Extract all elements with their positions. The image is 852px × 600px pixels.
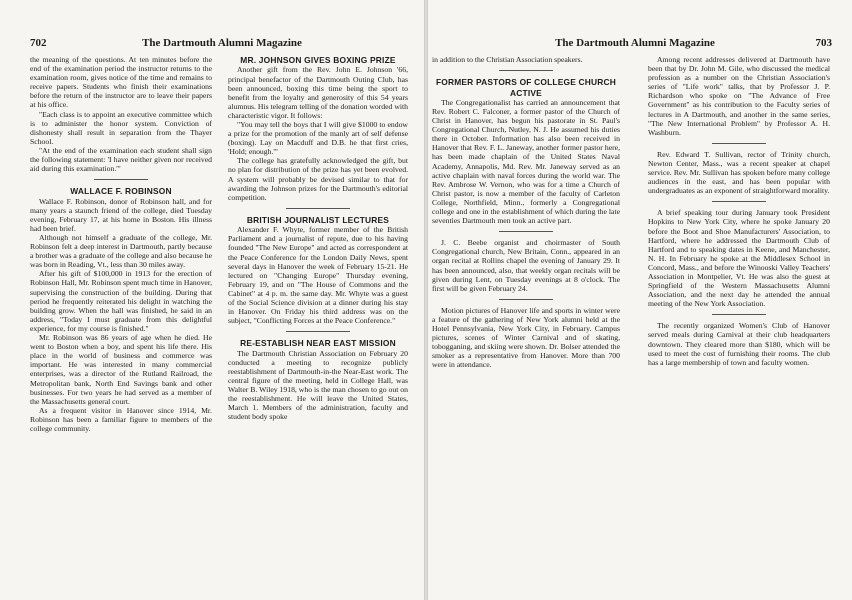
section-divider: [499, 70, 553, 71]
paragraph: Wallace F. Robinson, donor of Robinson hall, and for many years a staunch friend of the college, died Tuesday evening, February 17, at his home in Boston. His illness had been brief.: [30, 196, 212, 233]
paragraph: J. C. Beebe organist and choirmaster of South Congregational church, New Britain, Conn., appeared in an organ recital at Rollins chapel the evening of January 29. It has been announced, also, that weekly organ recitals will be given during Lent, on Tuesday evenings at 8 o'clock. The first will be given February 24.: [432, 238, 620, 293]
section-divider: [712, 314, 766, 315]
section-heading: BRITISH JOURNALIST LECTURES: [246, 214, 390, 225]
section-heading: RE-ESTABLISH NEAR EAST MISSION: [240, 338, 396, 349]
paragraph: After his gift of $100,000 in 1913 for the erection of Robinson Hall, Mr. Robinson spent much time in Hanover, supervising the construction of the building. During that period he frequently reiterated his delight in watching the building grow. When the hall was finished, he said in an address, "Today I must graduate from this delightful experience, for my course is finished.": [30, 269, 212, 333]
left-column-1: [30, 55, 212, 433]
running-head: [428, 37, 852, 51]
magazine-title: The Dartmouth Alumni Magazine: [142, 37, 302, 49]
paragraph: As a frequent visitor in Hanover since 1914, Mr. Robinson has been a familiar figure to members of the college community.: [30, 405, 212, 433]
running-head: [0, 37, 424, 51]
paragraph: "You may tell the boys that I will give $1000 to endow a prize for the promotion of the manly art of self defense (boxing). Lay on Macduff and D.B. he that first cries, 'Hold; enough.'": [228, 119, 408, 157]
section-divider: [499, 299, 553, 300]
paragraph: "Each class is to appoint an executive committee which is to administer the honor system. Conviction of dishonesty shall result in separation from the Thayer School.: [30, 109, 212, 146]
paragraph: Motion pictures of Hanover life and sports in winter were a feature of the gathering of New York alumni held at the Hotel Pennsylvania, New York City, in February. Campus pictures, scenes of Winter Carnival and of skating, tobogganing, and skiing were shown. Dr. Bolser attended the smoker as a representative from Hanover. More than 700 were in attendance.: [432, 305, 620, 370]
section-heading: MR. JOHNSON GIVES BOXING PRIZE: [240, 55, 396, 65]
paragraph: A brief speaking tour during January took President Hopkins to New York City, where he spoke January 20 before the Boot and Shoe Manufacturers' Association, to Hartford, where he addressed the Dartmouth Club of Hartford and to speaking dates in Keene, and Manchester, N. H. In February he spoke at the Middlesex School in Concord, Mass., and before the Winooski Valley Teachers' Association in Montpelier, Vt. He was also the guest at Springfield of the Western Massachusetts Alumni Association, and the next day he attended the annual meeting of the New York Association.: [648, 208, 830, 309]
magazine-title: The Dartmouth Alumni Magazine: [555, 37, 715, 49]
section-heading: FORMER PASTORS OF COLLEGE CHURCH ACTIVE: [435, 77, 617, 98]
paragraph: Mr. Robinson was 86 years of age when he died. He went to Boston when a boy, and spent his life there. His place in the world of business and commerce was important. He was interested in many commercial enterprises, was a director of the Rutland Railroad, the Metropolitan bank, North End Savings bank and other businesses. For two years he had served as a member of the Massachusetts general court.: [30, 333, 212, 406]
section-divider: [286, 331, 350, 332]
paragraph: Another gift from the Rev. John E. Johnson '66, principal benefactor of the Dartmouth Outing Club, has been announced, boxing this time being the sport to benefit from the loyalty and generosity of this 54 years alumnus. His telegram telling of the donation worded with characteristic vigor. It follows:: [228, 65, 408, 120]
paragraph: Rev. Edward T. Sullivan, rector of Trinity church, Newton Center, Mass., was a recent speaker at chapel service. Rev. Mr. Sullivan has spoken before many college audiences in the east, and has been popular with undergraduates as an exponent of straightforward morality.: [648, 149, 830, 196]
paragraph: Although not himself a graduate of the college, Mr. Robinson felt a deep interest in Dartmouth, partly because a brother was a graduate of the college and also because he was born in Reading, Vt., less than 30 miles away.: [30, 233, 212, 270]
paragraph: "At the end of the examination each student shall sign the following statement: 'I have neither given nor received aid during this examination.'": [30, 145, 212, 174]
paragraph: The Congregationalist has carried an announcement that Rev. Robert C. Falconer, a former pastor of the Church of Christ in Hanover, has begun his pastorate in St. Paul's Congregational Church, Nutley, N. J. He assumed his duties there in October. Information has also been received in Hanover that Rev. F. L. Janeway, another former pastor here, has been made chaplain of the United States Naval Academy, Annapolis, Md. Rev. Mr. Janeway served as an active chaplain with naval forces during the world war. The Rev. Ambrose W. Vernon, who was for a time a Church of Christ pastor, is now a member of the faculty of Carleton College, Northfield, Minn., formerly a Congregational college and one in the establishment of which during the late seventies Dartmouth men took an active part.: [432, 97, 620, 226]
section-divider: [286, 208, 350, 209]
right-column-2: [648, 55, 830, 367]
paragraph: The recently organized Women's Club of Hanover served meals during Carnival at their club headquarters downtown. They cleared more than $180, which will be used to meet the cost of furnishing their rooms. The club has a large membership of town and faculty women.: [648, 321, 830, 367]
paragraph: the meaning of the questions. At ten minutes before the end of the examination period the instructor returns to the examination room, gives notice of the time and remains to receive papers. Students who finish their examinations before the return of the instructor are to leave their papers at his office.: [30, 55, 212, 110]
page-number: 702: [30, 37, 47, 49]
right-column-1: [432, 55, 620, 369]
section-divider: [94, 179, 148, 180]
left-column-2: [228, 55, 408, 421]
right-page: [428, 0, 852, 600]
paragraph: in addition to the Christian Association speakers.: [432, 55, 583, 64]
paragraph: The Dartmouth Christian Association on February 20 conducted a meeting to recognize publicly reestablishment of Dartmouth-in-the Near-East work. The central figure of the meeting, held in College Hall, was Walter B. Wiley 1918, who is the man chosen to go out on the reestablishment. He will leave the United States, March 1. Members of the administration, faculty and student body spoke: [228, 348, 408, 422]
section-divider: [712, 143, 766, 144]
page-number: 703: [815, 37, 832, 49]
paragraph: Alexander F. Whyte, former member of the British Parliament and a journalist of repute, due to his having founded "The New Europe" and acted as correspondent at the Peace Conference for the London Daily News, spent several days in Hanover the week of February 15-21. He lectured on "Changing Europe" Thursday evening, February 19, and on "The House of Commons and the Cabinet" at 4 p. m. the same day. Mr. Whyte was a guest of the Social Science division at a dinner during his stay in Hanover. On Friday his third address was on the subject, "Conflicting Forces at the Peace Conference.": [228, 225, 408, 326]
left-page: [0, 0, 424, 600]
section-heading: WALLACE F. ROBINSON: [70, 186, 172, 197]
paragraph: Among recent addresses delivered at Dartmouth have been that by Dr. John M. Gile, who discussed the medical profession as a number on the Christian Association's series of "Life work" talks, that by Professor J. P. Richardson who spoke on "The Advance of Free Government" as his contribution to the Faculty series of lectures in A Dartmouth, and another in the same series, "The New International Problem" by Professor A. H. Washburn.: [648, 55, 830, 137]
section-divider: [712, 201, 766, 202]
section-divider: [499, 231, 553, 232]
paragraph: The college has gratefully acknowledged the gift, but no plan for distribution of the prize has yet been evolved. A system will probably be devised similar to that for awarding the Johnson prizes for the Dartmouth's editorial competition.: [228, 156, 408, 202]
